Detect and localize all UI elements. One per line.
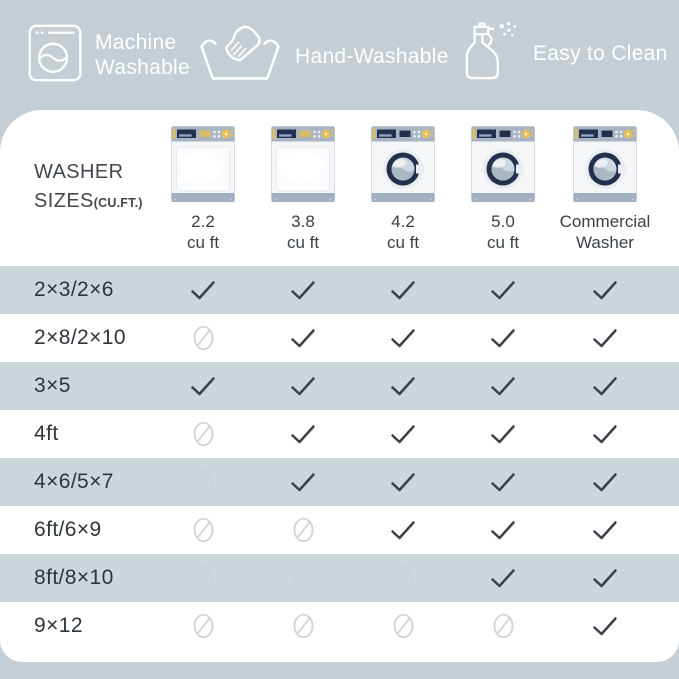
cell-compatible bbox=[353, 376, 453, 397]
washer-illustration bbox=[573, 126, 637, 206]
check-icon bbox=[490, 280, 516, 301]
rug-size-label: 2×8/2×10 bbox=[34, 326, 126, 349]
cell-compatible bbox=[553, 376, 657, 397]
banner-item-easy-to-clean bbox=[464, 18, 668, 91]
check-icon bbox=[490, 568, 516, 589]
washer-column-label: 4.2 cu ft bbox=[386, 212, 420, 253]
check-icon bbox=[190, 376, 216, 397]
check-icon bbox=[592, 568, 618, 589]
washer-column-header bbox=[253, 110, 353, 254]
check-icon bbox=[390, 520, 416, 541]
no-symbol-icon bbox=[393, 613, 414, 639]
check-icon bbox=[592, 376, 618, 397]
table-row bbox=[0, 602, 679, 650]
cell-compatible bbox=[253, 376, 353, 397]
cell-not-compatible bbox=[153, 613, 253, 639]
cell-not-compatible bbox=[153, 565, 253, 591]
cell-compatible bbox=[353, 424, 453, 445]
check-icon bbox=[290, 376, 316, 397]
banner-item-hand-washable bbox=[198, 24, 449, 91]
washer-column-header bbox=[153, 110, 253, 254]
cell-compatible bbox=[253, 424, 353, 445]
washer-illustration bbox=[171, 126, 235, 206]
check-icon bbox=[592, 472, 618, 493]
cell-not-compatible bbox=[453, 613, 553, 639]
rug-size-label: 4ft bbox=[34, 422, 59, 445]
banner-item-label: Machine Washable bbox=[95, 30, 191, 79]
cell-compatible bbox=[553, 424, 657, 445]
cell-compatible bbox=[553, 280, 657, 301]
table-body bbox=[0, 266, 679, 650]
cell-compatible bbox=[153, 280, 253, 301]
table-row bbox=[0, 410, 679, 458]
feature-banner bbox=[0, 0, 679, 112]
rug-size-label: 6ft/6×9 bbox=[34, 518, 102, 541]
check-icon bbox=[290, 472, 316, 493]
cell-not-compatible bbox=[153, 421, 253, 447]
cell-compatible bbox=[453, 520, 553, 541]
cell-compatible bbox=[253, 328, 353, 349]
no-symbol-icon bbox=[193, 325, 214, 351]
check-icon bbox=[490, 424, 516, 445]
cell-not-compatible bbox=[353, 565, 453, 591]
cell-compatible bbox=[453, 376, 553, 397]
cell-not-compatible bbox=[253, 517, 353, 543]
no-symbol-icon bbox=[293, 613, 314, 639]
cell-compatible bbox=[553, 520, 657, 541]
washing-machine-icon bbox=[28, 24, 82, 87]
cell-compatible bbox=[453, 424, 553, 445]
rug-size-label: 9×12 bbox=[34, 614, 83, 637]
check-icon bbox=[390, 376, 416, 397]
cell-compatible bbox=[453, 568, 553, 589]
cell-not-compatible bbox=[153, 517, 253, 543]
hand-wash-icon bbox=[198, 24, 282, 91]
check-icon bbox=[490, 376, 516, 397]
cell-not-compatible bbox=[253, 613, 353, 639]
rug-size-label: 2×3/2×6 bbox=[34, 278, 114, 301]
check-icon bbox=[592, 424, 618, 445]
washer-illustration bbox=[271, 126, 335, 206]
check-icon bbox=[390, 472, 416, 493]
check-icon bbox=[592, 280, 618, 301]
table-row bbox=[0, 266, 679, 314]
washer-size-table-card bbox=[0, 110, 679, 662]
cell-compatible bbox=[553, 472, 657, 493]
washer-column-label: Commercial Washer bbox=[559, 212, 651, 253]
washer-sizes-title: WASHER SIZES(CU.FT.) bbox=[34, 161, 143, 212]
banner-item-label: Easy to Clean bbox=[533, 42, 668, 66]
cell-compatible bbox=[553, 568, 657, 589]
cell-not-compatible bbox=[353, 613, 453, 639]
spray-bottle-icon bbox=[464, 18, 520, 91]
cell-compatible bbox=[553, 328, 657, 349]
check-icon bbox=[592, 616, 618, 637]
cell-not-compatible bbox=[253, 565, 353, 591]
check-icon bbox=[490, 520, 516, 541]
washer-column-header bbox=[453, 110, 553, 254]
rug-size-label: 8ft/8×10 bbox=[34, 566, 114, 589]
no-symbol-icon bbox=[293, 565, 314, 591]
table-row bbox=[0, 458, 679, 506]
cell-compatible bbox=[253, 280, 353, 301]
cell-compatible bbox=[253, 472, 353, 493]
cell-compatible bbox=[353, 472, 453, 493]
check-icon bbox=[290, 328, 316, 349]
no-symbol-icon bbox=[193, 613, 214, 639]
banner-item-machine-washable bbox=[28, 24, 190, 87]
cell-compatible bbox=[553, 616, 657, 637]
check-icon bbox=[592, 328, 618, 349]
check-icon bbox=[390, 328, 416, 349]
check-icon bbox=[290, 280, 316, 301]
washer-illustration bbox=[371, 126, 435, 206]
check-icon bbox=[290, 424, 316, 445]
check-icon bbox=[390, 424, 416, 445]
table-row bbox=[0, 362, 679, 410]
table-row bbox=[0, 506, 679, 554]
washer-column-label: 2.2 cu ft bbox=[186, 212, 220, 253]
banner-item-label: Hand-Washable bbox=[295, 45, 449, 69]
check-icon bbox=[592, 520, 618, 541]
no-symbol-icon bbox=[193, 421, 214, 447]
no-symbol-icon bbox=[493, 613, 514, 639]
cell-compatible bbox=[153, 376, 253, 397]
check-icon bbox=[490, 328, 516, 349]
table-header bbox=[0, 110, 679, 266]
table-row bbox=[0, 314, 679, 362]
washer-column-label: 5.0 cu ft bbox=[486, 212, 520, 253]
no-symbol-icon bbox=[293, 517, 314, 543]
washer-column-header bbox=[553, 110, 657, 254]
washer-column-header bbox=[353, 110, 453, 254]
cell-compatible bbox=[353, 280, 453, 301]
check-icon bbox=[190, 280, 216, 301]
cell-compatible bbox=[453, 472, 553, 493]
no-symbol-icon bbox=[193, 517, 214, 543]
rug-size-label: 4×6/5×7 bbox=[34, 470, 114, 493]
cell-compatible bbox=[353, 520, 453, 541]
washer-illustration bbox=[471, 126, 535, 206]
no-symbol-icon bbox=[193, 565, 214, 591]
washer-column-label: 3.8 cu ft bbox=[286, 212, 320, 253]
rug-size-label: 3×5 bbox=[34, 374, 71, 397]
cell-not-compatible bbox=[153, 325, 253, 351]
cell-compatible bbox=[453, 280, 553, 301]
cell-compatible bbox=[453, 328, 553, 349]
no-symbol-icon bbox=[193, 469, 214, 495]
no-symbol-icon bbox=[393, 565, 414, 591]
table-row bbox=[0, 554, 679, 602]
cell-not-compatible bbox=[153, 469, 253, 495]
cell-compatible bbox=[353, 328, 453, 349]
check-icon bbox=[390, 280, 416, 301]
check-icon bbox=[490, 472, 516, 493]
